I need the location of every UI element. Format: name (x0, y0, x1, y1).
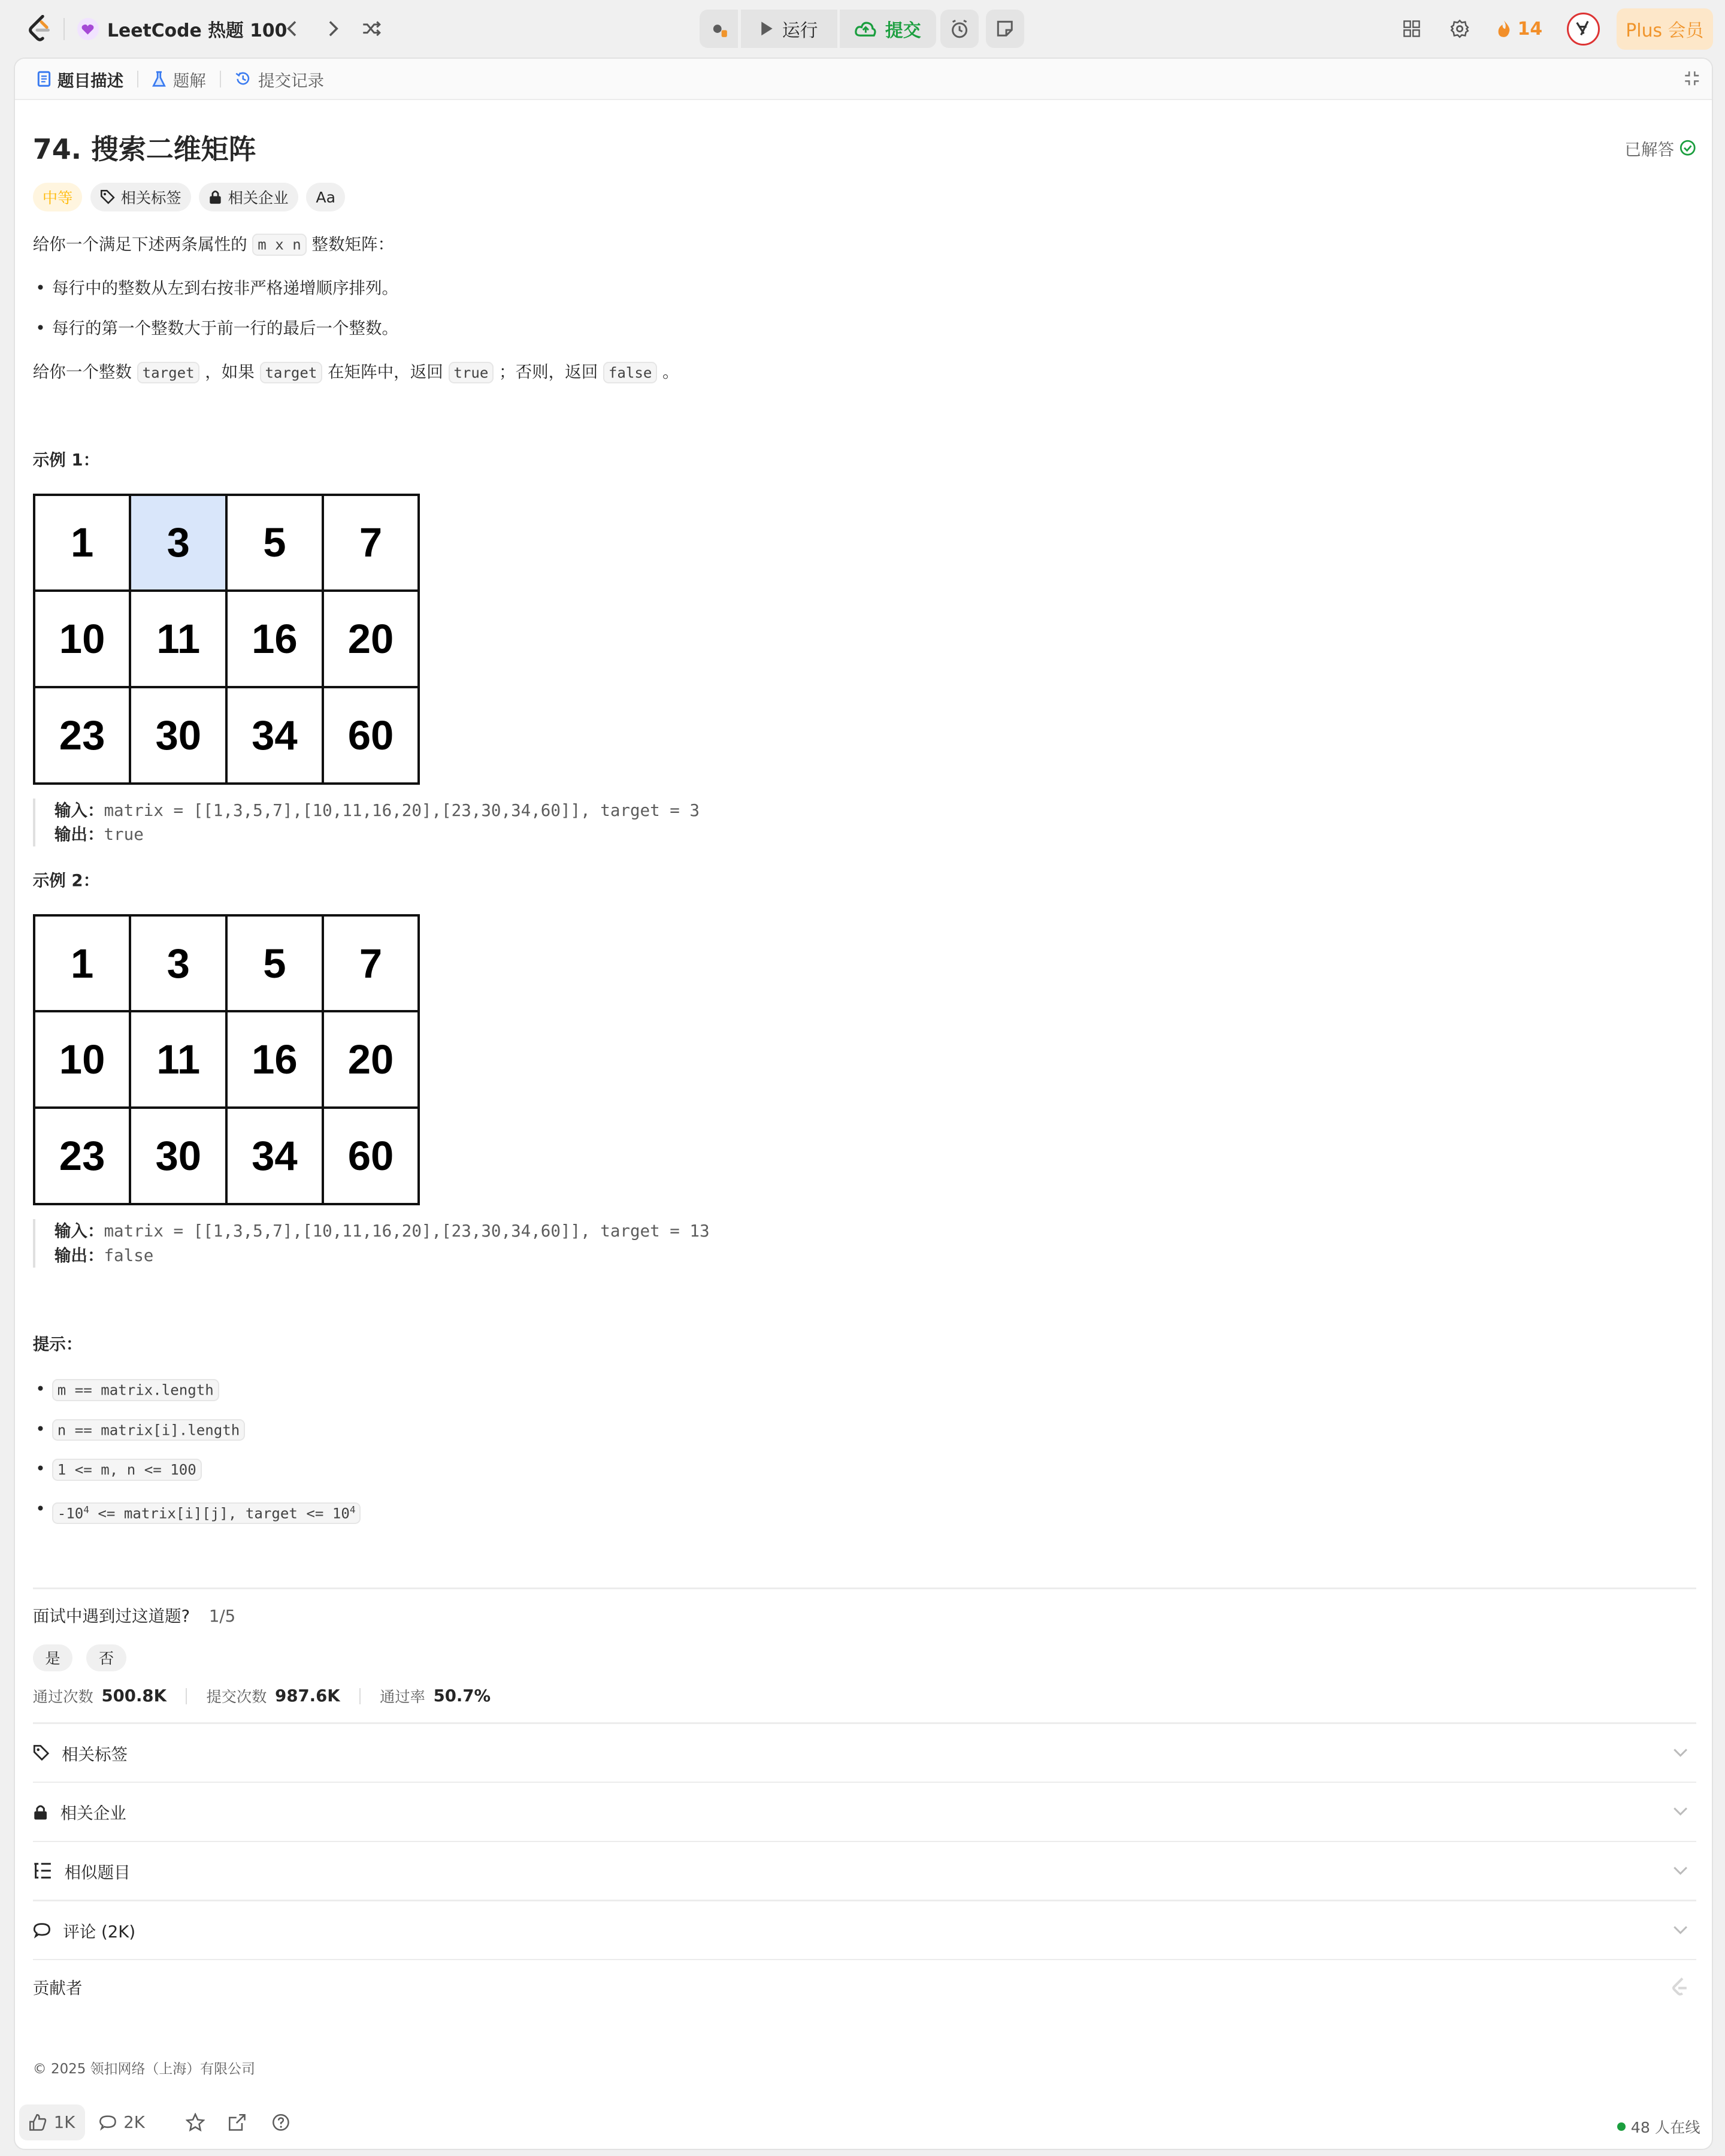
section-contributors (33, 1958, 1696, 2015)
constraint-code: n == matrix[i].length (52, 1419, 245, 1441)
matrix-cell: 5 (226, 915, 323, 1012)
example-heading: 示例 2： (32, 871, 100, 891)
tab-description-label: 题目描述 (58, 71, 124, 90)
divider (33, 1587, 1696, 1589)
favorite-button[interactable] (186, 2104, 205, 2140)
next-problem-icon[interactable] (317, 14, 347, 44)
tab-solutions[interactable] (144, 67, 214, 91)
section-topics-label: 相关标签 (61, 1744, 128, 1764)
matrix-cell: 60 (323, 687, 419, 784)
matrix-cell-highlighted: 3 (130, 495, 226, 591)
matrix-cell: 34 (226, 1108, 323, 1204)
intro-text: 给你一个满足下述两条属性的 (32, 234, 253, 254)
cloud-upload-icon (855, 20, 877, 37)
companies-tag-button[interactable] (199, 183, 298, 211)
heart-badge-icon (77, 18, 99, 40)
lock-icon (33, 1804, 48, 1821)
accepted-count: 500.8K (101, 1686, 167, 1706)
matrix-cell: 20 (323, 591, 419, 687)
comment-icon (33, 1921, 51, 1939)
panel-tabs (15, 59, 1713, 100)
property-item: • 每行中的整数从左到右按非严格递增顺序排列。 (52, 276, 398, 301)
matrix-cell: 30 (130, 687, 226, 784)
matrix-cell: 30 (130, 1108, 226, 1204)
task-text: 给你一个整数 (32, 362, 137, 382)
constraint-item (52, 1377, 219, 1402)
thumbs-up-icon (29, 2113, 47, 2131)
input-value: matrix = [[1,3,5,7],[10,11,16,20],[23,30,34,60]], target = 3 (104, 801, 700, 821)
settings-gear-icon[interactable] (1446, 15, 1473, 43)
flame-icon (1496, 19, 1512, 38)
study-plan-link[interactable] (77, 14, 288, 44)
matrix-cell: 7 (323, 915, 419, 1012)
matrix-cell: 1 (34, 915, 131, 1012)
run-submit-group (700, 10, 936, 48)
divider (186, 1688, 187, 1705)
interview-question-text: 面试中遇到过这道题? (32, 1606, 190, 1626)
matrix-cell: 11 (130, 1011, 226, 1108)
property-item: • 每行的第一个整数大于前一行的最后一个整数。 (52, 316, 398, 341)
submissions-count: 987.6K (275, 1686, 340, 1706)
inline-code: m x n (252, 234, 306, 256)
matrix-cell: 1 (34, 495, 131, 591)
output-label: 输出： (54, 825, 104, 845)
inline-code: false (603, 362, 657, 384)
play-icon (760, 20, 774, 37)
help-button[interactable] (272, 2104, 290, 2140)
exponent: 4 (349, 1503, 356, 1515)
matrix-cell: 3 (130, 915, 226, 1012)
companies-tag-label: 相关企业 (228, 189, 289, 207)
tab-submissions[interactable] (226, 67, 332, 91)
exponent: 4 (83, 1503, 89, 1515)
note-icon (997, 20, 1013, 37)
tab-solutions-label: 题解 (172, 71, 206, 90)
chevron-down-icon (1673, 1748, 1688, 1758)
online-count (1617, 2116, 1700, 2137)
task-text: ；否则，返回 (494, 362, 603, 382)
task-text: ，如果 (199, 362, 260, 382)
inline-code: target (260, 362, 323, 384)
constraint-text: <= matrix[i][j], target <= 10 (89, 1504, 350, 1522)
document-icon (37, 71, 51, 87)
topics-tag-label: 相关标签 (120, 189, 181, 207)
translate-label: Aa (316, 188, 336, 206)
matrix-cell: 60 (323, 1108, 419, 1204)
star-icon (186, 2113, 205, 2132)
section-companies-label: 相关企业 (60, 1804, 126, 1824)
submission-stats (33, 1685, 491, 1707)
chevron-down-icon (1673, 1866, 1688, 1876)
section-companies[interactable] (33, 1783, 1696, 1840)
prev-problem-icon[interactable] (278, 14, 308, 44)
like-count: 1K (53, 2113, 75, 2133)
share-button[interactable] (228, 2104, 246, 2140)
question-circle-icon (272, 2113, 290, 2131)
matrix-cell: 23 (34, 687, 131, 784)
avatar-image-icon (1569, 14, 1597, 43)
tab-description[interactable] (29, 67, 132, 91)
solved-status (1624, 136, 1696, 160)
shuffle-icon[interactable] (356, 14, 386, 44)
interview-question (33, 1604, 235, 1629)
timer-button[interactable] (940, 10, 979, 48)
check-circle-icon (1679, 140, 1696, 156)
accepted-label: 通过次数 (32, 1688, 93, 1706)
constraint-code: 1 <= m, n <= 100 (52, 1459, 202, 1481)
translate-button[interactable] (306, 183, 345, 211)
example-matrix-image (33, 914, 420, 1205)
yes-button[interactable]: 是 (33, 1644, 73, 1672)
matrix-cell: 16 (226, 1011, 323, 1108)
section-topics[interactable] (33, 1724, 1696, 1782)
matrix-cell: 10 (34, 1011, 131, 1108)
section-discuss-label: 评论 (2K) (63, 1922, 136, 1942)
streak-count: 14 (1517, 18, 1543, 40)
example-heading: 示例 1： (32, 450, 100, 470)
section-contributors-label: 贡献者 (32, 1978, 83, 1998)
intro-text: 整数矩阵： (306, 234, 395, 254)
problem-tags (33, 183, 345, 211)
topics-tag-button[interactable] (90, 183, 190, 211)
submit-button[interactable] (840, 10, 936, 48)
no-button[interactable]: 否 (86, 1644, 126, 1672)
submissions-label: 提交次数 (206, 1688, 267, 1706)
output-value: false (104, 1245, 154, 1265)
copyright-text: © 2025 领扣网络（上海）有限公司 (32, 2061, 255, 2078)
top-bar (0, 0, 1725, 58)
constraint-code (52, 1502, 361, 1525)
tag-icon (100, 189, 115, 204)
run-label: 运行 (782, 20, 818, 41)
submit-label: 提交 (885, 20, 921, 41)
input-label: 输入： (54, 801, 104, 821)
run-button[interactable] (741, 10, 837, 48)
constraint-item (52, 1497, 361, 1526)
leetcode-logo-icon[interactable] (25, 14, 55, 44)
constraint-text: -10 (57, 1504, 84, 1522)
user-avatar[interactable] (1567, 13, 1600, 46)
layout-grid-icon[interactable] (1398, 15, 1426, 43)
problem-panel (14, 58, 1713, 2150)
streak-counter[interactable] (1496, 15, 1542, 43)
constraints-heading: 提示： (32, 1334, 83, 1354)
task-text: 。 (657, 362, 679, 382)
inline-code: true (449, 362, 494, 384)
matrix-cell: 20 (323, 1011, 419, 1108)
matrix-cell: 34 (226, 687, 323, 784)
chevron-down-icon (1673, 1925, 1688, 1935)
inline-code: target (137, 362, 200, 384)
alarm-clock-icon (950, 19, 969, 38)
like-button[interactable] (19, 2104, 85, 2140)
section-similar[interactable] (33, 1842, 1696, 1900)
constraint-code: m == matrix.length (52, 1379, 219, 1401)
online-count-text: 48 人在线 (1630, 2118, 1700, 2136)
lock-icon (208, 189, 222, 204)
output-value: true (104, 825, 144, 845)
constraint-item (52, 1457, 202, 1482)
section-similar-label: 相似题目 (64, 1863, 131, 1883)
notes-button[interactable] (986, 10, 1024, 48)
interview-progress: 1/5 (208, 1606, 236, 1626)
example-matrix-image (33, 494, 420, 785)
matrix-cell: 23 (34, 1108, 131, 1204)
problem-title: 74. 搜索二维矩阵 (32, 133, 256, 166)
matrix-cell: 7 (323, 495, 419, 591)
plus-membership-button[interactable]: Plus 会员 (1617, 8, 1713, 50)
matrix-cell: 16 (226, 591, 323, 687)
comment-count: 2K (123, 2113, 145, 2133)
matrix-cell: 10 (34, 591, 131, 687)
difficulty-badge: 中等 (33, 183, 83, 211)
interview-answer-group (33, 1644, 126, 1672)
acceptance-rate: 50.7% (433, 1686, 491, 1706)
chevron-down-icon (1673, 1807, 1688, 1816)
tree-list-icon (33, 1862, 52, 1879)
debug-button[interactable] (700, 10, 738, 48)
matrix-cell: 11 (130, 591, 226, 687)
bug-icon (709, 19, 728, 38)
flask-icon (152, 71, 166, 87)
example-io (33, 1219, 710, 1267)
bottom-action-bar (15, 2099, 1713, 2149)
example-io (33, 799, 700, 846)
section-discuss[interactable] (33, 1901, 1696, 1959)
tag-icon (33, 1744, 50, 1761)
problem-intro (33, 232, 394, 258)
study-plan-title: LeetCode 热题 100 (107, 20, 288, 41)
comment-icon (99, 2113, 117, 2131)
task-text: 在矩阵中，返回 (322, 362, 449, 382)
output-label: 输出： (54, 1245, 104, 1265)
collapse-panel-icon[interactable] (1684, 70, 1703, 89)
tab-submissions-label: 提交记录 (258, 71, 325, 90)
leetcode-watermark-icon (1669, 1976, 1691, 1998)
solved-label: 已解答 (1624, 140, 1674, 159)
divider (359, 1688, 361, 1705)
input-label: 输入： (54, 1221, 104, 1241)
matrix-cell: 5 (226, 495, 323, 591)
comments-button[interactable] (99, 2104, 145, 2140)
acceptance-rate-label: 通过率 (380, 1688, 425, 1706)
input-value: matrix = [[1,3,5,7],[10,11,16,20],[23,30,34,60]], target = 13 (104, 1221, 710, 1241)
divider (137, 71, 138, 87)
history-icon (235, 71, 252, 87)
constraint-item (52, 1417, 245, 1443)
divider (220, 71, 221, 87)
online-indicator-icon (1617, 2122, 1626, 2131)
problem-task (33, 360, 679, 385)
external-link-icon (228, 2113, 246, 2131)
divider (63, 18, 65, 40)
